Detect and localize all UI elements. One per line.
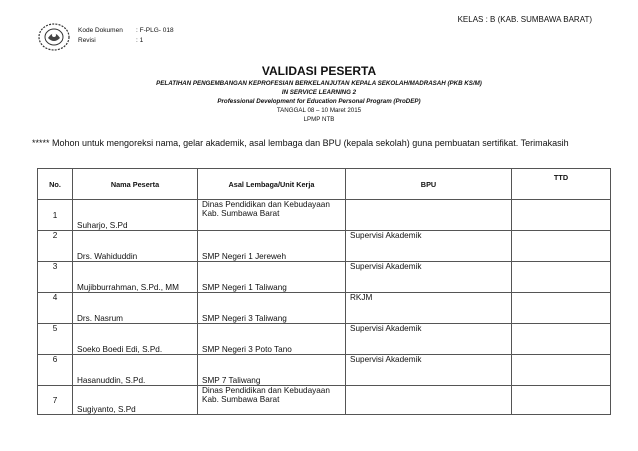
row-ttd	[512, 200, 611, 231]
column-header-nama: Nama Peserta	[73, 169, 198, 200]
row-no: 7	[38, 386, 73, 415]
row-ttd	[512, 262, 611, 293]
row-bpu: Supervisi Akademik	[346, 324, 512, 355]
column-header-asal: Asal Lembaga/Unit Kerja	[198, 169, 346, 200]
table-row	[38, 262, 611, 293]
row-asal: SMP Negeri 1 Jereweh	[198, 231, 346, 262]
row-asal: Dinas Pendidikan dan Kebudayaan Kab. Sumbawa Barat	[198, 386, 346, 415]
row-bpu: Supervisi Akademik	[346, 262, 512, 293]
date-line: TANGGAL 08 – 10 Maret 2015	[276, 107, 362, 114]
document-meta	[78, 26, 174, 46]
row-nama: Drs. Wahiduddin	[73, 231, 198, 262]
row-ttd	[512, 324, 611, 355]
row-asal: SMP Negeri 3 Poto Tano	[198, 324, 346, 355]
row-asal: Dinas Pendidikan dan Kebudayaan Kab. Sumbawa Barat	[198, 200, 346, 231]
row-bpu: RKJM	[346, 293, 512, 324]
row-bpu	[346, 200, 512, 231]
revisi-value: : 1	[136, 37, 144, 44]
row-nama: Suharjo, S.Pd	[73, 200, 198, 231]
revisi-label: Revisi	[78, 37, 96, 44]
kelas-label: KELAS : B (KAB. SUMBAWA BARAT)	[457, 15, 592, 24]
subtitle-program: PELATIHAN PENGEMBANGAN KEPROFESIAN BERKELANJUTAN KEPALA SEKOLAH/MADRASAH (PKB KS/M)	[156, 80, 482, 87]
row-bpu: Supervisi Akademik	[346, 231, 512, 262]
row-nama: Soeko Boedi Edi, S.Pd.	[73, 324, 198, 355]
subtitle-prodep: Professional Development for Education Personal Program (ProDEP)	[217, 98, 421, 105]
column-header-bpu: BPU	[346, 169, 512, 200]
row-ttd	[512, 293, 611, 324]
table-row	[38, 386, 611, 415]
row-no: 6	[38, 355, 73, 386]
institution-logo	[37, 22, 71, 52]
table-row	[38, 200, 611, 231]
row-nama: Hasanuddin, S.Pd.	[73, 355, 198, 386]
kode-dokumen-value: : F-PLG- 018	[136, 27, 174, 34]
table-row	[38, 231, 611, 262]
table-row	[38, 355, 611, 386]
row-nama: Sugiyanto, S.Pd	[73, 386, 198, 415]
row-bpu: Supervisi Akademik	[346, 355, 512, 386]
kode-dokumen-label: Kode Dokumen	[78, 27, 123, 34]
row-ttd	[512, 231, 611, 262]
row-no: 1	[38, 200, 73, 231]
row-no: 2	[38, 231, 73, 262]
table-row	[38, 324, 611, 355]
row-no: 4	[38, 293, 73, 324]
table-row	[38, 293, 611, 324]
participant-table	[37, 168, 611, 415]
row-no: 3	[38, 262, 73, 293]
row-ttd	[512, 355, 611, 386]
location-line: LPMP NTB	[303, 116, 335, 123]
column-header-no: No.	[38, 169, 73, 200]
page-title: VALIDASI PESERTA	[261, 64, 377, 78]
row-asal: SMP Negeri 1 Taliwang	[198, 262, 346, 293]
table-header-row	[38, 169, 611, 200]
column-header-ttd: TTD	[512, 169, 611, 200]
correction-note: ***** Mohon untuk mengoreksi nama, gelar akademik, asal lembaga dan BPU (kepala sekolah) guna pembuatan sertifikat. Terimakasih	[32, 138, 569, 148]
row-ttd	[512, 386, 611, 415]
row-nama: Mujibburrahman, S.Pd., MM	[73, 262, 198, 293]
row-asal: SMP 7 Taliwang	[198, 355, 346, 386]
row-nama: Drs. Nasrum	[73, 293, 198, 324]
row-bpu	[346, 386, 512, 415]
row-asal: SMP Negeri 3 Taliwang	[198, 293, 346, 324]
subtitle-session: IN SERVICE LEARNING 2	[281, 89, 357, 96]
row-no: 5	[38, 324, 73, 355]
